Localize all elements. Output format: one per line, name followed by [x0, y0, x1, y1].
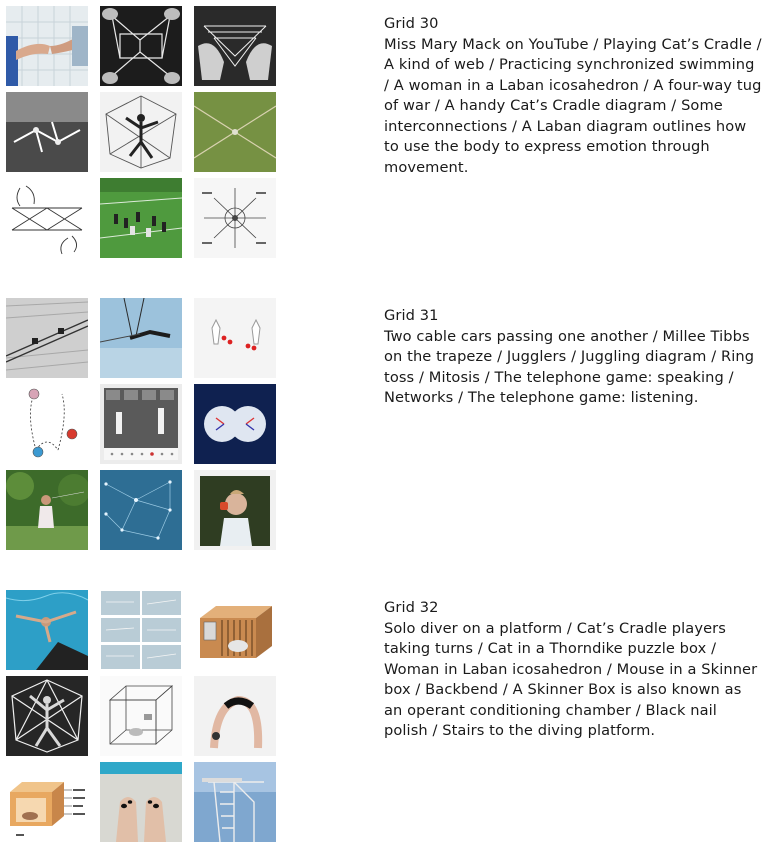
- ring-toss-photo: [100, 384, 182, 464]
- trapeze-photo: [100, 298, 182, 378]
- string-web-hands-photo: [194, 6, 276, 86]
- mitosis-drawing: [194, 384, 276, 464]
- juggling-diagram-drawing: [6, 384, 88, 464]
- diving-stairs-photo: [194, 762, 276, 842]
- people-on-field-photo: [100, 178, 182, 258]
- cats-cradle-diagram-drawing: [6, 178, 88, 258]
- grid-31-caption: [384, 306, 764, 409]
- synchronized-swimming-photo: [6, 92, 88, 172]
- telephone-game-speaking-photo: [6, 470, 88, 550]
- grid-title: Grid 30: [384, 15, 439, 32]
- grid-32-caption: [384, 598, 764, 742]
- hands-clapping-photo: [6, 6, 88, 86]
- grid-title: Grid 32: [384, 599, 439, 616]
- skinner-box-diagram-drawing: [6, 762, 88, 842]
- network-graphic: [100, 470, 182, 550]
- cats-cradle-string-photo: [100, 6, 182, 86]
- grid-30-caption: [384, 14, 764, 178]
- cable-cars-photo: [6, 298, 88, 378]
- thorndike-puzzle-box-drawing: [194, 590, 276, 670]
- telephone-game-listening-photo: [194, 470, 276, 550]
- jugglers-drawing: [194, 298, 276, 378]
- grid-30-images: [6, 6, 282, 256]
- grid-32-images: [6, 590, 282, 840]
- grid-caption-text: Solo diver on a platform / Cat’s Cradle players taking turns / Cat in a Thorndike puzzle box / Woman in Laban icosahedron / Mouse in a Skinner box / Backbend / A Skinner Box is also known as an operant conditioning chamber / Black nail polish / Stairs to the diving platform.: [384, 619, 758, 739]
- grid-title: Grid 31: [384, 307, 439, 324]
- skinner-box-mouse-drawing: [100, 676, 182, 756]
- backbend-photo: [194, 676, 276, 756]
- black-nail-polish-photo: [100, 762, 182, 842]
- grid-31-images: [6, 298, 282, 548]
- cats-cradle-players-grid-photo: [100, 590, 182, 670]
- laban-diagram-drawing: [194, 178, 276, 258]
- grid-caption-text: Two cable cars passing one another / Millee Tibbs on the trapeze / Jugglers / Juggling diagram / Ring toss / Mitosis / The telephone game: speaking / Networks / The telephone game: listening.: [384, 327, 755, 406]
- grid-caption-text: Miss Mary Mack on YouTube / Playing Cat’s Cradle / A kind of web / Practicing synchronized swimming / A woman in a Laban icosahedron / A four-way tug of war / A handy Cat’s Cradle diagram / Some interconnections / A Laban diagram outlines how to use the body to express emotion through movement.: [384, 35, 762, 176]
- solo-diver-photo: [6, 590, 88, 670]
- tug-of-war-field-photo: [194, 92, 276, 172]
- laban-icosahedron-photo: [100, 92, 182, 172]
- laban-icosahedron-woman-photo: [6, 676, 88, 756]
